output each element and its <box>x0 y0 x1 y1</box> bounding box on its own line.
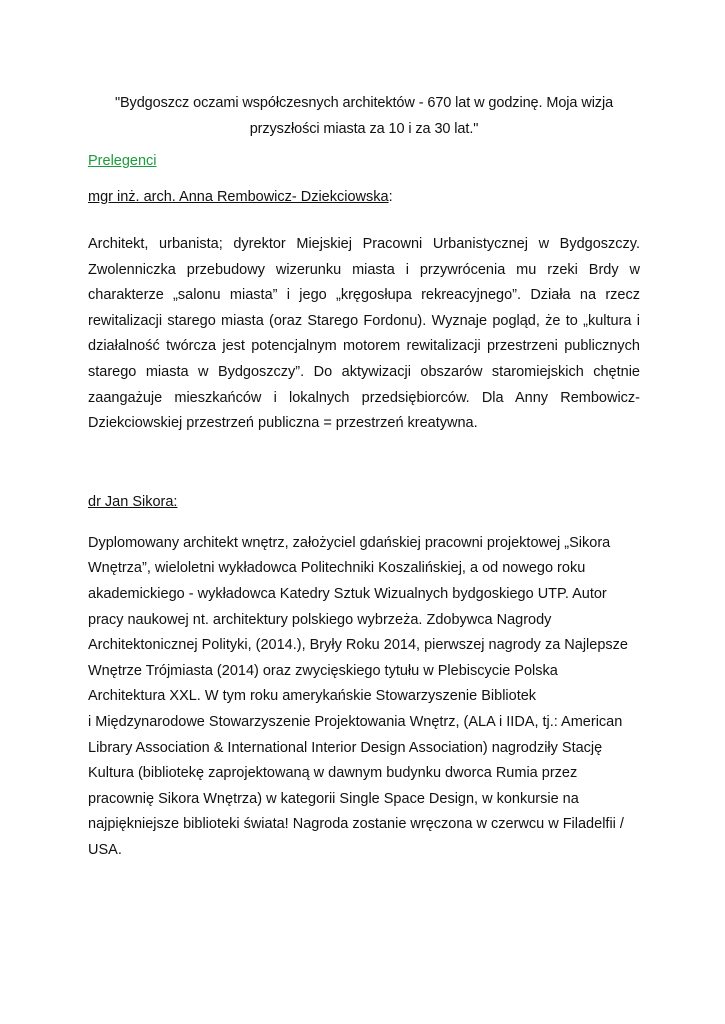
speaker-2-bio-line: Wnętrza”, wieloletni wykładowca Politechniki Koszalińskiej, a od nowego roku <box>88 560 586 577</box>
document-page <box>88 90 640 863</box>
speaker-2-bio-line: Architektonicznej Polityki, (2014.), Bryły Roku 2014, pierwszej nagrody za Najlepsze <box>88 637 628 654</box>
title-line-1: "Bydgoszcz oczami współczesnych architektów - 670 lat w godzinę. Moja wizja <box>114 95 614 111</box>
speaker-2-bio-line: USA. <box>88 841 122 858</box>
speaker-2-bio-line: Architektura XXL. W tym roku amerykańskie Stowarzyszenie Bibliotek <box>88 688 537 705</box>
speaker-2-bio-line: najpiękniejsze biblioteki świata! Nagroda zostanie wręczona w czerwcu w Filadelfii / <box>88 816 624 833</box>
title-line-2: przyszłości miasta za 10 i za 30 lat." <box>249 121 479 137</box>
section-heading-prelegenci: Prelegenci <box>88 153 157 169</box>
speaker-1-name-text: mgr inż. arch. Anna Rembowicz- Dziekciowska <box>88 189 389 205</box>
speaker-2-bio-line: i Międzynarodowe Stowarzyszenie Projektowania Wnętrz, (ALA i IIDA, tj.: American <box>88 713 623 730</box>
speaker-2-bio-line: akademickiego - wykładowca Katedry Sztuk Wizualnych bydgoskiego UTP. Autor <box>88 585 607 602</box>
speaker-2-bio-line: Wnętrze Trójmiasta (2014) oraz zwycięskiego tytułu w Plebiscycie Polska <box>88 662 558 679</box>
speaker-1-bio: Architekt, urbanista; dyrektor Miejskiej Pracowni Urbanistycznej w Bydgoszczy. Zwolenniczka przebudowy wizerunku miasta i przywrócenia mu rzeki Brdy w charakterze „salonu miasta” i jego „kręgosłupa rekreacyjnego”. Działa na rzecz rewitalizacji starego miasta (oraz Starego Fordonu). Wyznaje pogląd, że to „kultura i działalność twórcza jest potencjalnym motorem rewitalizacji przestrzeni publicznych starego miasta w Bydgoszczy”. Do aktywizacji obszarów staromiejskich chętnie zaangażuje mieszkańców i lokalnych przedsiębiorców. Dla Anny Rembowicz-Dziekciowskiej przestrzeń publiczna = przestrzeń kreatywna. <box>88 236 640 432</box>
speaker-2-bio-line: pracy naukowej nt. architektury polskiego wybrzeża. Zdobywca Nagrody <box>88 611 552 628</box>
speaker-2-name-text: dr Jan Sikora: <box>88 493 178 510</box>
speaker-2-bio <box>88 531 640 864</box>
document-title <box>88 90 640 142</box>
speaker-2-name <box>88 491 640 513</box>
speaker-2-bio-line: pracownię Sikora Wnętrza) w kategorii Single Space Design, w konkursie na <box>88 790 579 807</box>
speaker-1-name <box>88 186 640 208</box>
speaker-1-name-suffix: : <box>388 189 393 205</box>
speaker-2-bio-line: Dyplomowany architekt wnętrz, założyciel gdańskiej pracowni projektowej „Sikora <box>88 534 611 551</box>
speaker-2-bio-line: Library Association & International Interior Design Association) nagrodziły Stację <box>88 739 603 756</box>
speaker-2-bio-line: Kultura (bibliotekę zaprojektowaną w dawnym budynku dworca Rumia przez <box>88 765 578 782</box>
